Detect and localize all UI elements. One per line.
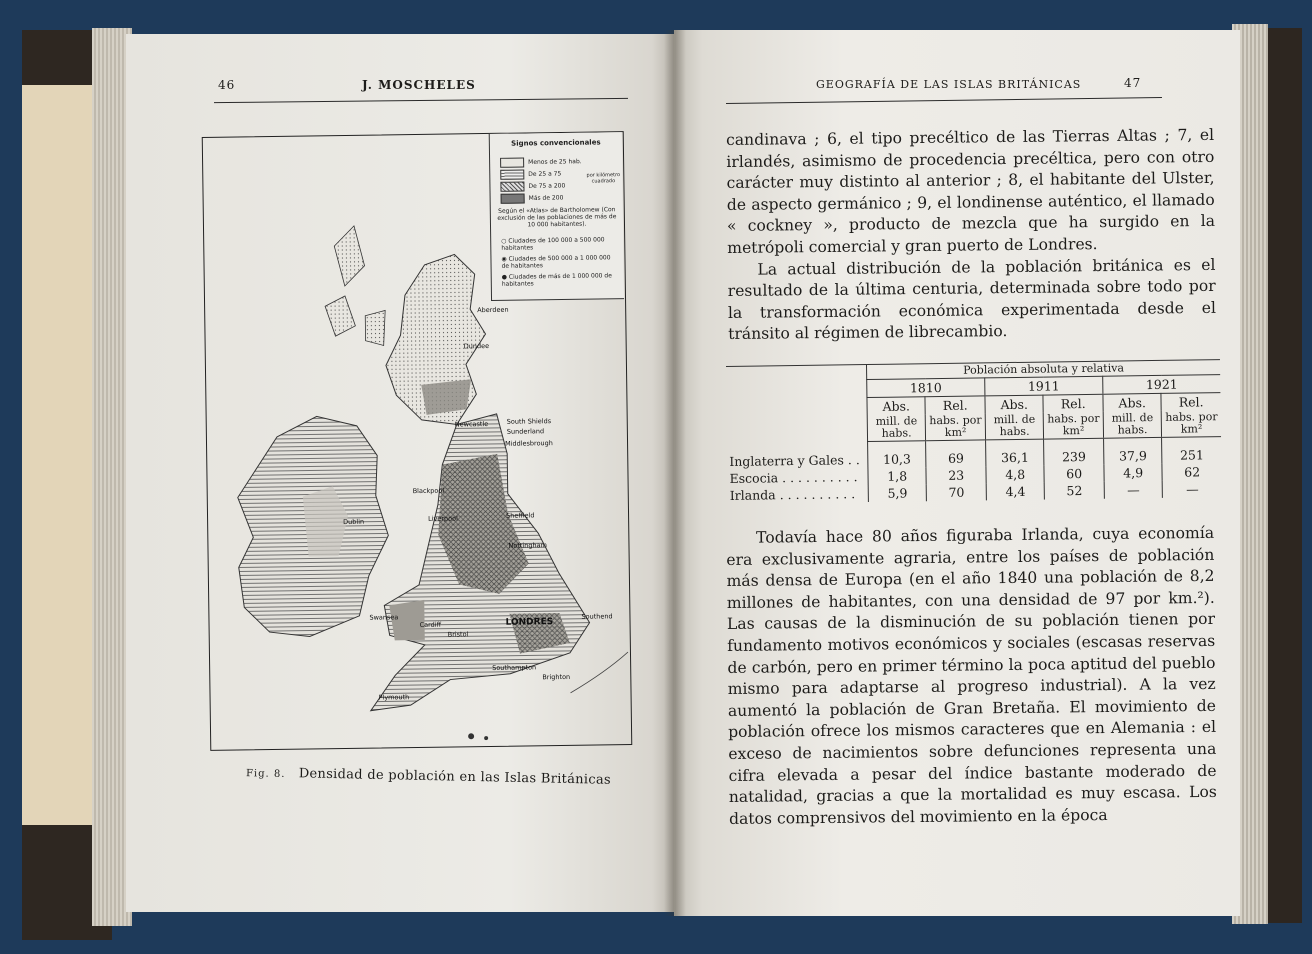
map-label-london: LONDRES	[505, 617, 554, 628]
cell: 10,3	[868, 441, 927, 468]
map-label: Southampton	[492, 663, 537, 672]
map-legend	[489, 132, 624, 301]
text-block-top	[726, 125, 1216, 346]
population-table	[726, 359, 1222, 504]
table-title: Población absoluta y relativa	[866, 360, 1220, 380]
paragraph: Todavía hace 80 años figuraba Irlanda, cuya economía era exclusivamente agraria, entre los países de población más densa de Europa (en el año 1840 una población de 8,2 millones de habitantes, con una densidad de 97 por km.²). Las causas de la disminución de su población tienen por fundamento motivos económicos y sociales (escasas reservas de carbón, pero en primer término la poca aptitud del pueblo mismo para adaptarse al progreso industrial). A la vez aumentó la población de Gran Bretaña. El movimiento de población ofrece los mismos caracteres que en Alemania : el exceso de nacimientos sobre defunciones representa una cifra elevada a pesar del índice bastante moderado de natalidad, gracias a que la mortalidad es muy escasa. Los datos comprensivos del movimiento en la época	[726, 523, 1217, 828]
map-label: Brighton	[542, 672, 571, 682]
col-unit: habs. por km²	[1161, 410, 1221, 437]
caption-fig-number: Fig. 8.	[245, 768, 286, 781]
cell: —	[1162, 480, 1221, 498]
col-head: Abs.	[985, 395, 1044, 413]
cell: 70	[927, 483, 987, 501]
legend-row: Menos de 25 hab.	[500, 157, 582, 168]
map-label: Newcastle	[454, 420, 489, 429]
cell: 239	[1044, 438, 1104, 465]
cell: 37,9	[1104, 437, 1163, 464]
map-label: Sheffield	[505, 511, 535, 520]
cell: —	[1104, 481, 1163, 499]
cell: 23	[926, 466, 986, 484]
paragraph: La actual distribución de la población británica es el resultado de la última centuria, determinada sobre todo por la transformación económica experimentada desde el tránsito al régimen de librecambio.	[727, 255, 1216, 344]
cell: 36,1	[986, 439, 1045, 466]
legend-unit: por kilómetro cuadrado	[586, 172, 621, 185]
table-year: 1921	[1103, 375, 1221, 395]
population-density-map	[202, 131, 633, 751]
row-label: Irlanda . . . . . . . . . .	[729, 486, 856, 503]
col-unit: mill. de habs.	[867, 414, 926, 441]
legend-city-row: ◉ Ciudades de 500 000 a 1 000 000 de habitantes	[501, 254, 611, 270]
row-label: Inglaterra y Gales . .	[729, 451, 860, 469]
cell: 4,9	[1104, 464, 1163, 482]
map-label: Aberdeen	[477, 305, 509, 315]
legend-city-row: ● Ciudades de más de 1 000 000 de habitantes	[501, 272, 612, 288]
col-unit: habs. por km²	[926, 413, 986, 440]
map-label: Middlesbrough	[504, 439, 553, 448]
col-head: Abs.	[1103, 393, 1162, 411]
map-label: Liverpool	[428, 514, 458, 523]
legend-row: De 25 a 75	[500, 169, 561, 180]
right-running-head: GEOGRAFÍA DE LAS ISLAS BRITÁNICAS	[816, 78, 1082, 91]
left-page-number: 46	[218, 78, 236, 92]
cell: 251	[1162, 437, 1222, 464]
legend-row: Más de 200	[501, 193, 564, 204]
legend-source-note: Según el «Atlas» de Bartholomew (Con exclusión de las poblaciones de más de 10 000 habitantes).	[497, 206, 617, 229]
col-unit: mill. de habs.	[985, 413, 1044, 440]
header-rule	[726, 97, 1162, 104]
map-label: Nottingham	[508, 541, 547, 550]
map-label: Plymouth	[378, 693, 410, 702]
left-running-head: J. MOSCHELES	[362, 78, 476, 92]
text-block-bottom	[726, 523, 1217, 830]
map-label: Bristol	[447, 630, 469, 639]
map-label: Southend	[581, 612, 613, 621]
table-year: 1911	[985, 376, 1103, 396]
cell: 5,9	[868, 484, 927, 502]
cell: 69	[926, 440, 986, 467]
book-gutter	[664, 30, 686, 916]
row-label: Escocia . . . . . . . . . .	[729, 469, 858, 486]
right-page	[674, 30, 1240, 916]
cell: 52	[1045, 482, 1105, 500]
cell: 60	[1044, 465, 1104, 483]
left-page	[126, 34, 674, 912]
map-label: Cardiff	[419, 620, 442, 629]
cell: 4,4	[986, 483, 1045, 501]
legend-row: De 75 a 200	[500, 181, 565, 192]
col-head: Abs.	[867, 397, 926, 415]
col-head: Rel.	[925, 396, 985, 414]
cell: 62	[1162, 463, 1221, 481]
cell: 1,8	[868, 467, 927, 485]
cell: 4,8	[986, 466, 1045, 484]
map-label: Dundee	[463, 341, 490, 351]
legend-title: Signos convencionales	[511, 138, 601, 148]
map-label: Blackpool	[412, 486, 445, 496]
map-label: Swansea	[369, 613, 399, 622]
map-label: South Shields	[506, 417, 552, 426]
map-label: Dublin	[343, 517, 365, 527]
legend-city-row: ○ Ciudades de 100 000 a 500 000 habitantes	[501, 236, 605, 252]
paragraph: candinava ; 6, el tipo precéltico de las Tierras Altas ; 7, el irlandés, asimismo de procedencia precéltica, pero con otro carácter muy distinto al anterior ; 8, el habitante del Ulster, de aspecto germánico ; 9, el londinense auténtico, el llamado « cockney », producto de mezcla que ha surgido en la metrópoli comercial y gran puerto de Londres.	[726, 125, 1216, 257]
book-endpaper-left	[22, 85, 92, 825]
col-unit: habs. por km²	[1044, 412, 1104, 439]
col-unit: mill. de habs.	[1103, 411, 1162, 438]
table-year: 1810	[867, 378, 985, 398]
header-rule	[214, 98, 628, 103]
right-page-number: 47	[1124, 76, 1142, 90]
caption-text: Densidad de población en las Islas Británicas	[298, 766, 612, 788]
map-label: Sunderland	[506, 427, 545, 436]
figure-caption	[246, 765, 611, 788]
col-head: Rel.	[1043, 394, 1103, 412]
col-head: Rel.	[1161, 393, 1220, 411]
